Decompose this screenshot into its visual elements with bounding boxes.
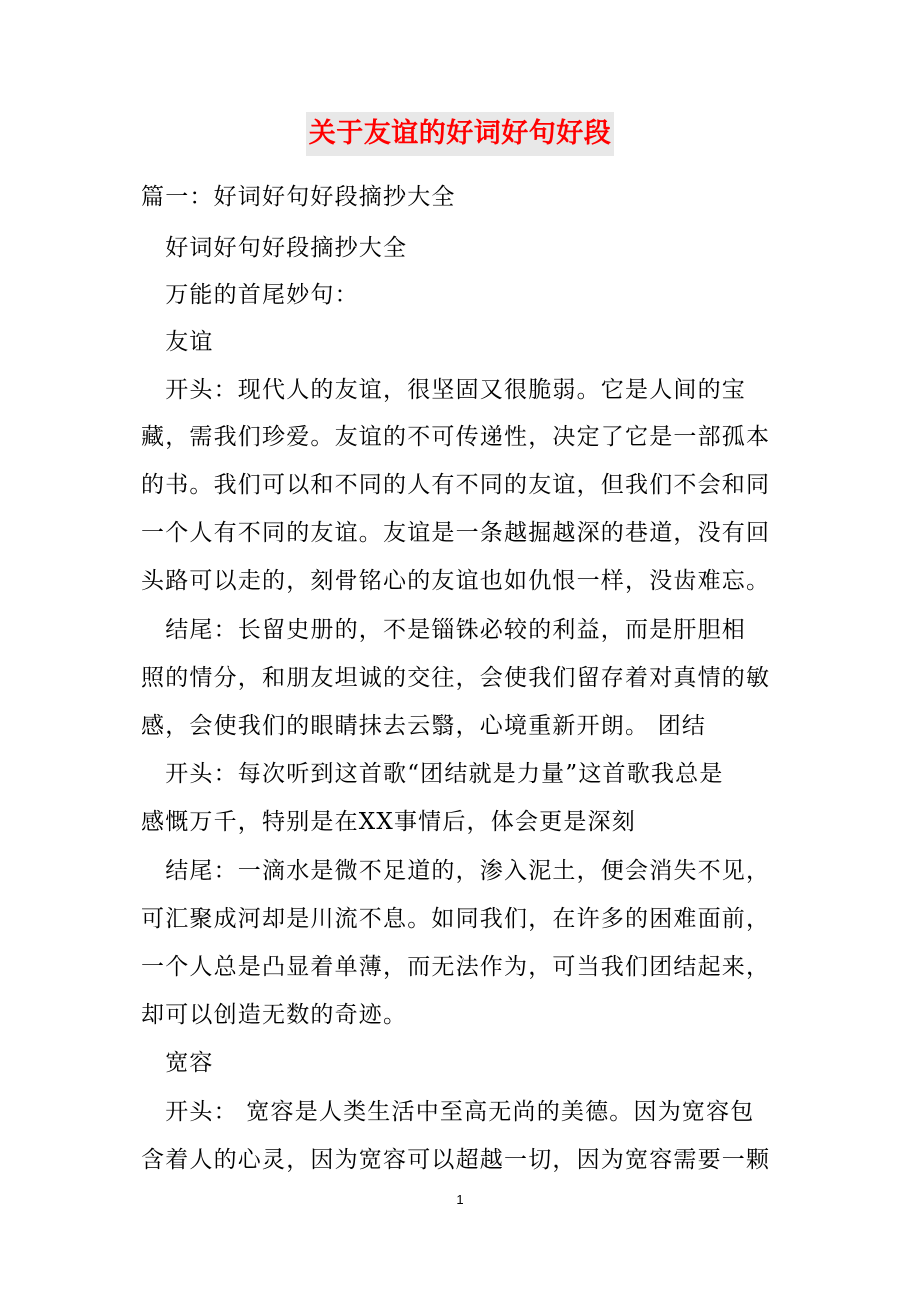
text-line: 可汇聚成河却是川流不息。如同我们，在许多的困难面前，	[141, 906, 771, 932]
text-line: 好词好句好段摘抄大全	[141, 235, 408, 261]
text-line: 万能的首尾妙句：	[141, 282, 359, 308]
text-line: 篇一：好词好句好段摘抄大全	[141, 184, 456, 210]
text-line: 开头： 宽容是人类生活中至高无尚的美德。因为宽容包	[141, 1099, 755, 1125]
text-line: 宽容	[141, 1050, 214, 1076]
text-line: 一个人有不同的友谊。友谊是一条越掘越深的巷道，没有回	[141, 520, 771, 546]
text-line: 友谊	[141, 329, 214, 355]
document-title: 关于友谊的好词好句好段	[306, 112, 615, 156]
text-line: 照的情分，和朋友坦诚的交往，会使我们留存着对真情的敏	[141, 665, 771, 691]
text-line: 结尾：长留史册的，不是锱铢必较的利益，而是肝胆相	[141, 617, 746, 643]
text-line: 感，会使我们的眼睛抹去云翳，心境重新开朗。 团结	[141, 713, 707, 739]
text-line: 却可以创造无数的奇迹。	[141, 1002, 408, 1028]
text-line: 开头：现代人的友谊，很坚固又很脆弱。它是人间的宝	[141, 377, 746, 403]
page-number: 1	[456, 1192, 464, 1207]
text-line: 一个人总是凸显着单薄，而无法作为，可当我们团结起来，	[141, 954, 771, 980]
text-line: 感慨万千，特别是在XX事情后，体会更是深刻	[141, 809, 636, 835]
title-container	[0, 112, 920, 156]
text-line: 头路可以走的，刻骨铭心的友谊也如仇恨一样，没齿难忘。	[141, 568, 771, 594]
text-line: 含着人的心灵，因为宽容可以超越一切，因为宽容需要一颗	[141, 1147, 771, 1173]
text-line: 结尾：一滴水是微不足道的，渗入泥土，便会消失不见，	[141, 858, 771, 884]
text-line: 藏，需我们珍爱。友谊的不可传递性，决定了它是一部孤本	[141, 424, 771, 450]
text-line: 的书。我们可以和不同的人有不同的友谊，但我们不会和同	[141, 472, 771, 498]
text-line: 开头：每次听到这首歌“团结就是力量”这首歌我总是	[141, 761, 724, 787]
